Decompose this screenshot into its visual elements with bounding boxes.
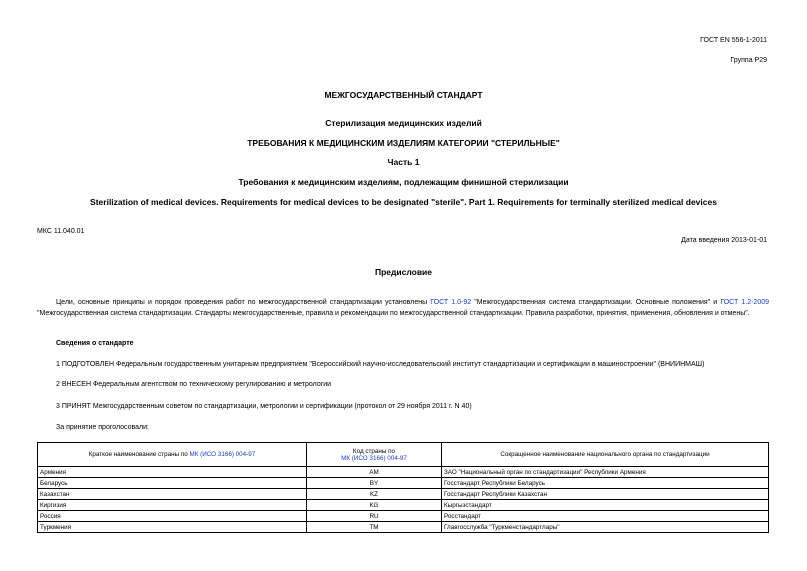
code-cell: TM [307,522,442,533]
group-label: Группа Р29 [730,57,767,64]
doc-main-title: МЕЖГОСУДАРСТВЕННЫЙ СТАНДАРТ [324,90,483,100]
col-country-header-text: Краткое наименование страны по [88,451,190,458]
body-cell: Кыргызстандарт [442,500,769,511]
table-row [38,489,769,500]
info-item-2: 2 ВНЕСЕН Федеральным агентством по техническому регулированию и метрологии [56,381,332,388]
mks-code: МКС 11.040.01 [37,228,85,235]
foreword-text-b: "Межгосударственная система стандартизации. Основные положения" и [471,299,721,306]
doc-subtitle: Стерилизация медицинских изделий [325,118,482,128]
table-row [38,478,769,489]
foreword-text-c: "Межгосударственная система стандартизации. Стандарты межгосударственные, правила и рекомендации по межгосударственной стандартизации. Правила разработки, принятия, применения, обновления и отмены". [37,310,750,317]
gost-1-0-link[interactable]: ГОСТ 1.0-92 [430,299,472,306]
code-cell: AM [307,467,442,478]
code-cell: RU [307,511,442,522]
info-heading: Сведения о стандарте [56,340,134,347]
doc-part-title: Требования к медицинским изделиям, подлежащим финишной стерилизации [238,177,569,187]
body-cell: Главгосслужба "Туркменстандартлары" [442,522,769,533]
code-cell: KG [307,500,442,511]
gost-1-2-link[interactable]: ГОСТ 1.2-2009 [720,299,770,306]
country-cell: Казахстан [38,489,307,500]
table-row [38,467,769,478]
body-cell: Росстандарт [442,511,769,522]
foreword-heading: Предисловие [374,267,433,277]
table-header-row [38,443,769,467]
foreword-text-a: Цели, основные принципы и порядок проведения работ по межгосударственной стандартизации установлены [56,299,431,306]
table-row [38,511,769,522]
country-cell: Россия [38,511,307,522]
col-body-header: Сокращенное наименование национального органа по стандартизации [442,443,769,467]
doc-english-title: Sterilization of medical devices. Requirements for medical devices to be designated "sterile". Part 1. Requirements for terminally sterilized medical devices [90,197,717,207]
intro-date: Дата введения 2013-01-01 [681,237,767,244]
body-cell: Госстандарт Республики Казахстан [442,489,769,500]
col-code-header-text: Код страны по [352,447,396,455]
code-cell: KZ [307,489,442,500]
mk-iso-link-1[interactable]: МК (ИСО 3166) 004-97 [189,451,256,458]
country-cell: Беларусь [38,478,307,489]
country-cell: Киргизия [38,500,307,511]
table-row [38,522,769,533]
voted-label: За принятие проголосовали: [56,424,149,431]
country-cell: Армения [38,467,307,478]
info-item-3: 3 ПРИНЯТ Межгосударственным советом по стандартизации, метрологии и сертификации (протокол от 29 ноября 2011 г. N 40) [56,403,472,410]
table-row [38,500,769,511]
mk-iso-link-2[interactable]: МК (ИСО 3166) 004-97 [341,454,407,462]
body-cell: ЗАО "Национальный орган по стандартизации" Республики Армения [442,467,769,478]
doc-part: Часть 1 [387,157,420,167]
voting-countries-table [37,442,769,533]
info-item-1: 1 ПОДГОТОВЛЕН Федеральным государственным унитарным предприятием "Всероссийский научно-исследовательский институт стандартизации и сертификации в машиностроении" (ВНИИНМАШ) [56,361,705,368]
code-cell: BY [307,478,442,489]
doc-requirements-title: ТРЕБОВАНИЯ К МЕДИЦИНСКИМ ИЗДЕЛИЯМ КАТЕГОРИИ "СТЕРИЛЬНЫЕ" [247,138,560,148]
col-country-header [38,443,307,467]
body-cell: Госстандарт Республики Беларусь [442,478,769,489]
standard-code: ГОСТ EN 556-1-2011 [700,37,767,44]
foreword-paragraph [37,297,769,319]
col-code-header [307,443,442,467]
country-cell: Туркмения [38,522,307,533]
